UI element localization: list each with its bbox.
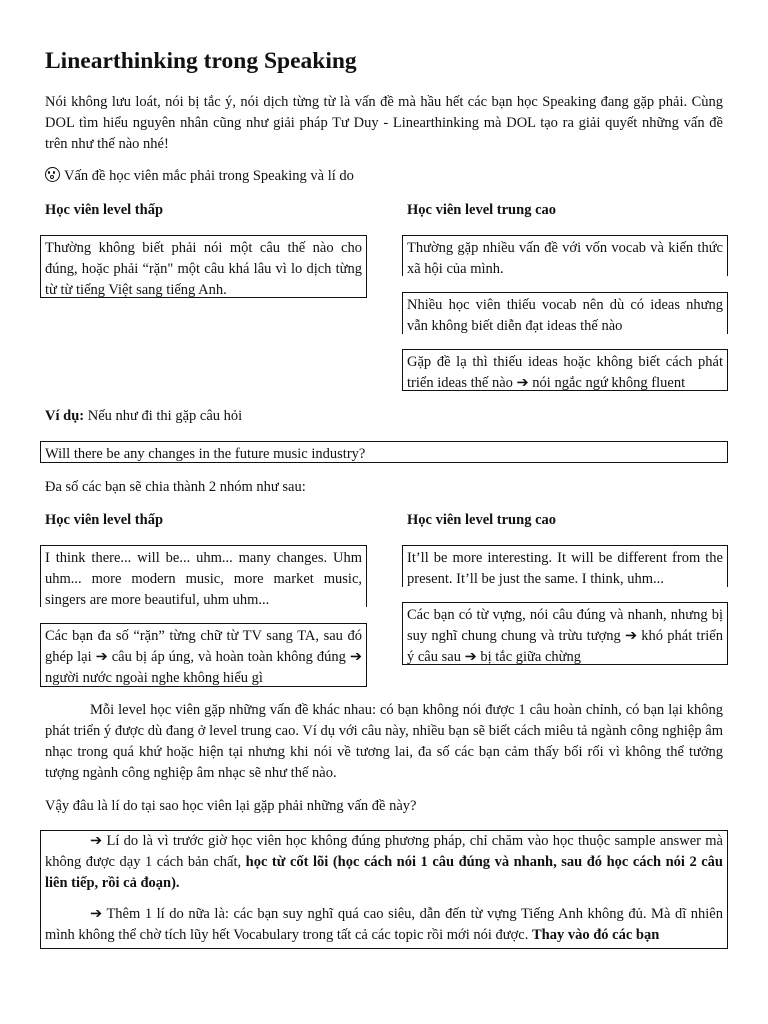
example-question-box: Will there be any changes in the future music industry? [40, 441, 728, 463]
reason-1-bold: học từ cốt lõi (học cách nói 1 câu đúng và nhanh, sau đó học cách nói 2 câu liên tiếp, rồi cả đoạn). [45, 854, 723, 891]
summary-paragraph: Mỗi level học viên gặp những vấn đề khác nhau: có bạn không nói được 1 câu hoàn chỉnh, có bạn lại không phát triển ý được dù đang ở level trung cao. Ví dụ với câu này, nhiều bạn sẽ biết cách miêu tả ngành công nghiệp âm nhạc trong quá khứ hoặc hiện tại nhưng khi nói về tương lai, đa số các bạn cảm thấy bối rối vì không thể tưởng tượng ngành công nghiệp âm nhạc sẽ như thế nào. [45, 702, 723, 781]
section1-right-box: Thường gặp nhiều vấn đề với vốn vocab và kiến thức xã hội của mình. [402, 235, 728, 276]
reason-2 [45, 904, 723, 946]
page-title: Linearthinking trong Speaking [45, 48, 357, 74]
example-label: Ví dụ: [45, 408, 85, 424]
reasons-box [40, 830, 728, 949]
groups-intro: Đa số các bạn sẽ chia thành 2 nhóm như sau: [45, 479, 306, 495]
section2-left-box: I think there... will be... uhm... many changes. Uhm uhm... more modern music, more market music, singers are more beautiful, uhm uhm... [40, 545, 367, 607]
reason-2-text: ➔ Thêm 1 lí do nữa là: các bạn suy nghĩ quá cao siêu, dẫn đến từ vựng Tiếng Anh không đủ. Mà dĩ nhiên mình không thể chờ tích lũy hết Vocabulary trong tất cả các topic rồi mới nói được. [45, 906, 723, 943]
example-line [45, 406, 723, 427]
problems-heading [45, 166, 723, 187]
section2-right-box: Các bạn có từ vựng, nói câu đúng và nhanh, nhưng bị suy nghĩ chung chung và trừu tượng ➔ khó phát triển ý câu sau ➔ bị tắc giữa chừng [402, 602, 728, 665]
section2-right-heading: Học viên level trung cao [407, 512, 557, 528]
section1-right-heading: Học viên level trung cao [407, 202, 557, 218]
why-question: Vậy đâu là lí do tại sao học viên lại gặp phải những vấn đề này? [45, 798, 417, 814]
intro-paragraph: Nói không lưu loát, nói bị tắc ý, nói dịch từng từ là vấn đề mà hầu hết các bạn học Speaking đang gặp phải. Cùng DOL tìm hiểu nguyên nhân cũng như giải pháp Tư Duy - Linearthinking mà DOL tạo ra giải quyết những vấn đề trên như thế nào nhé! [45, 94, 723, 152]
reason-2-bold: Thay vào đó các bạn [531, 927, 660, 943]
reason-1 [45, 831, 723, 894]
section2-left-box: Các bạn đa số “rặn” từng chữ từ TV sang TA, sau đó ghép lại ➔ câu bị áp úng, và hoàn toàn không đúng ➔ người nước ngoài nghe không hiểu gì [40, 623, 367, 687]
section1-left-heading: Học viên level thấp [45, 202, 164, 218]
section1-left-box: Thường không biết phải nói một câu thế nào cho đúng, hoặc phải “rặn" một câu khá lâu vì lo dịch từng từ từ tiếng Việt sang tiếng Anh. [40, 235, 367, 298]
surprised-face-icon [45, 167, 60, 182]
reason-1-text: ➔ Lí do là vì trước giờ học viên học không đúng phương pháp, chỉ chăm vào học thuộc sample answer mà không được dạy 1 cách bản chất, [45, 833, 723, 870]
section1-right-box: Nhiều học viên thiếu vocab nên dù có ideas nhưng vẫn không biết diễn đạt ideas thế nào [402, 292, 728, 334]
section1-right-box: Gặp đề lạ thì thiếu ideas hoặc không biết cách phát triển ideas thế nào ➔ nói ngắc ngứ không fluent [402, 349, 728, 391]
problems-heading-text: Vấn đề học viên mắc phải trong Speaking và lí do [64, 168, 354, 184]
section2-right-box: It’ll be more interesting. It will be different from the present. It’ll be just the same. I think, uhm... [402, 545, 728, 587]
section2-left-heading: Học viên level thấp [45, 512, 164, 528]
example-text: Nếu như đi thi gặp câu hỏi [84, 408, 243, 424]
